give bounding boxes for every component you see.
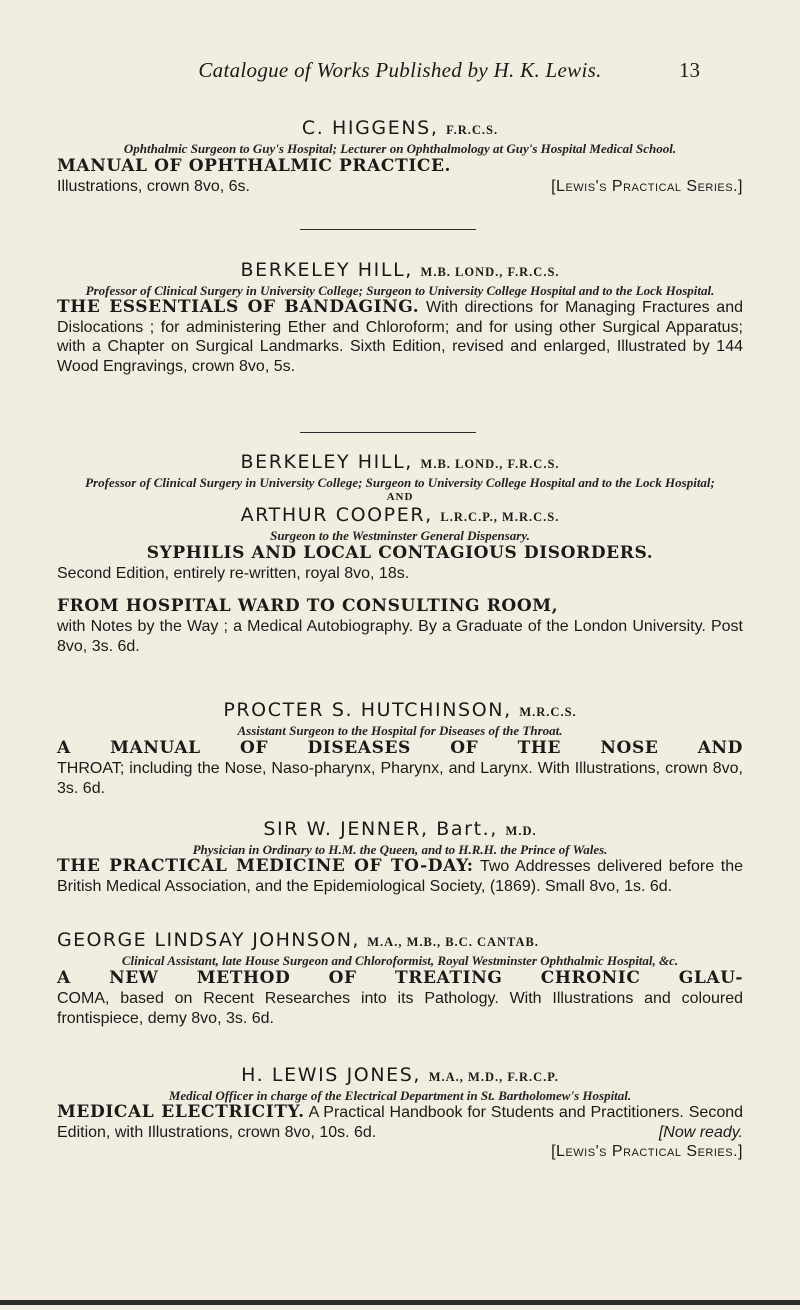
book-details: Illustrations, crown 8vo, 6s. [57,178,250,195]
entry-johnson [57,929,743,1028]
second-author-name: ARTHUR COOPER, L.R.C.P., M.R.C.S. [240,504,560,526]
series-note: [Lewis's Practical Series.] [551,1143,743,1160]
entry-higgens [57,117,743,197]
book-entry [57,543,743,584]
running-header [0,58,800,88]
author-name: GEORGE LINDSAY JOHNSON, M.A., M.B., B.C. CANTAB. [57,929,539,951]
book-details: with Notes by the Way ; a Medical Autobiography. By a Graduate of the London University. Post 8vo, 3s. 6d. [57,618,743,655]
page-bottom-rule [0,1300,800,1305]
entry-lewis-jones [57,1064,743,1162]
entry-jenner [57,818,743,896]
book-entry [57,596,743,656]
status-note: [Now ready. [658,1123,743,1141]
book-title: THE ESSENTIALS OF BANDAGING. [57,297,420,317]
book-entry [57,156,743,197]
book-entry [57,738,743,798]
book-details: THROAT; including the Nose, Naso-pharynx, Pharynx, and Larynx. With Illustrations, crown 8vo, 3s. 6d. [57,760,743,797]
author-name: BERKELEY HILL, M.B. LOND., F.R.C.S. [240,259,560,281]
book-title: MANUAL OF OPHTHALMIC PRACTICE. [57,156,452,176]
entry-hutchinson [57,699,743,798]
book-title: A NEW METHOD OF TREATING CHRONIC GLAU- [57,968,743,988]
author-position: Ophthalmic Surgeon to Guy's Hospital; Lecturer on Ophthalmology at Guy's Hospital Medical School. [123,141,677,156]
book-details: A Practical Handbook for Students and Practitioners. Second Edition, with Illustrations, crown 8vo, 10s. 6d. [57,1104,744,1141]
book-title: THE PRACTICAL MEDICINE OF TO-DAY: [57,856,474,876]
entry-hill-cooper [57,451,743,584]
series-note: [Lewis's Practical Series.] [551,178,743,195]
entry-hill-bandaging [57,259,743,376]
page-number: 13 [679,58,700,82]
author-position: Physician in Ordinary to H.M. the Queen, and to H.R.H. the Prince of Wales. [192,842,608,857]
second-author-position: Surgeon to the Westminster General Dispensary. [270,528,530,543]
section-divider [300,432,476,433]
and-separator: AND [386,491,414,503]
book-details: COMA, based on Recent Researches into its Pathology. With Illustrations and coloured frontispiece, demy 8vo, 3s. 6d. [57,990,743,1027]
author-position: Clinical Assistant, late House Surgeon and Chloroformist, Royal Westminster Ophthalmic Hospital, &c. [121,953,679,968]
book-entry [57,968,743,1028]
book-title: MEDICAL ELECTRICITY. [57,1102,305,1122]
author-name: SIR W. JENNER, Bart., M.D. [263,818,537,840]
book-details: Two Addresses delivered before the British Medical Association, and the Epidemiological Society, (1869). Small 8vo, 1s. 6d. [57,858,743,895]
author-name: C. HIGGENS, F.R.C.S. [301,117,499,139]
section-divider [300,229,476,230]
book-title: FROM HOSPITAL WARD TO CONSULTING ROOM, [57,596,559,616]
author-position: Professor of Clinical Surgery in University College; Surgeon to University College Hospital and to the Lock Hospital; [85,475,715,490]
author-name: BERKELEY HILL, M.B. LOND., F.R.C.S. [240,451,560,473]
author-position: Medical Officer in charge of the Electrical Department in St. Bartholomew's Hospital. [168,1088,632,1103]
book-title: A MANUAL OF DISEASES OF THE NOSE AND [57,738,743,758]
author-name: PROCTER S. HUTCHINSON, M.R.C.S. [223,699,577,721]
book-entry [57,857,743,896]
author-position: Professor of Clinical Surgery in University College; Surgeon to University College Hospital and to the Lock Hospital. [85,283,715,298]
author-position: Assistant Surgeon to the Hospital for Diseases of the Throat. [237,723,563,738]
book-title: SYPHILIS AND LOCAL CONTAGIOUS DISORDERS. [146,543,654,563]
book-details: With directions for Managing Fractures and Dislocations ; for administering Ether and Chloroform; and for using other Surgical Apparatus; with a Chapter on Surgical Landmarks. Sixth Edition, revised and enlarged, Illustrated by 144 Wood Engravings, crown 8vo, 5s. [57,299,743,375]
book-entry [57,298,743,376]
header-title: Catalogue of Works Published by H. K. Lewis. [198,58,602,82]
author-name: H. LEWIS JONES, M.A., M.D., F.R.C.P. [241,1064,559,1086]
entry-hospital-ward [57,596,743,656]
book-details: Second Edition, entirely re-written, royal 8vo, 18s. [57,565,410,582]
book-entry [57,1103,743,1162]
